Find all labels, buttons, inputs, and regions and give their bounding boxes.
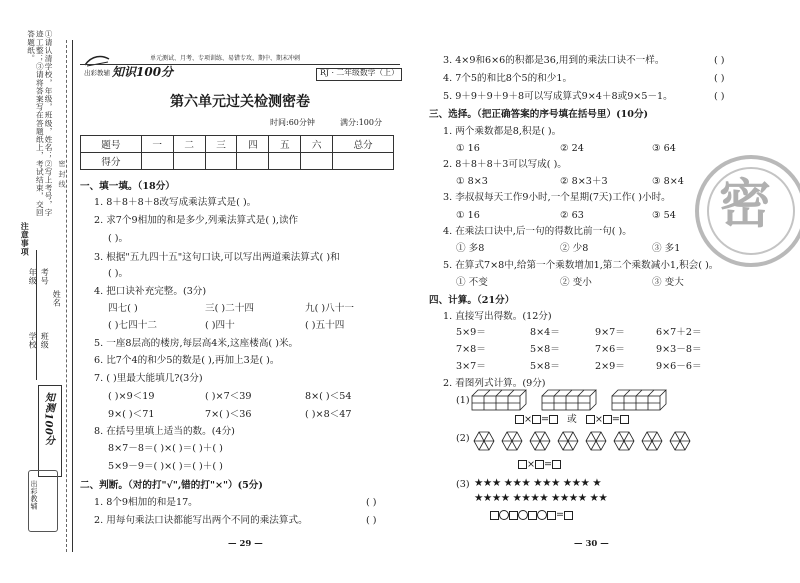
choice-2-text: 2. 8＋8＋8＋3可以写成( )。	[443, 159, 567, 170]
fig-1-label: (1)	[456, 395, 470, 406]
judge-3-text: 3. 4×9和6×6的积都是36,用到的乘法口诀不一样。	[443, 55, 665, 66]
publisher-label: 出彩教辅	[84, 69, 110, 77]
calc-item: 5×9＝	[456, 327, 486, 338]
or-label: 或	[567, 414, 577, 425]
choice-4-opt[interactable]: ① 多8	[456, 243, 485, 254]
hexagon-figure	[470, 428, 700, 454]
stars-row-1: ★★★ ★★★ ★★★ ★★★ ★	[474, 477, 602, 489]
field-grade-label: 年级	[28, 268, 38, 285]
calc-item: 5×8＝	[530, 344, 560, 355]
q4-item: ( )四十	[205, 320, 235, 331]
choice-1-text: 1. 两个乘数都是8,积是( )。	[443, 126, 562, 137]
q4-item: 九( )八十一	[305, 303, 354, 314]
fig-3-label: (3)	[456, 479, 470, 490]
q8-item: 5×9－9＝( )×( )＝( )＋( )	[108, 461, 223, 472]
judge-1-text: 1. 8个9相加的和是17。	[94, 497, 198, 508]
choice-3-opt[interactable]: ② 63	[560, 210, 584, 221]
section-3-title: 三、选择。（把正确答案的序号填在括号里）(10分)	[429, 109, 649, 120]
choice-1-opt[interactable]: ① 16	[456, 143, 480, 154]
answer-box[interactable]	[490, 511, 499, 520]
confidential-stamp	[695, 155, 800, 267]
q3-text-cont: ( )。	[108, 268, 129, 279]
cube-group-figure	[470, 388, 670, 412]
section-2-title: 二、判断。（对的打"√",错的打"×"）(5分)	[80, 480, 263, 491]
seal-line-text: 密 封 线	[58, 160, 67, 188]
score-cell: 总分	[333, 136, 394, 153]
answer-box[interactable]	[535, 460, 544, 469]
calc-1-text: 1. 直接写出得数。(12分)	[443, 311, 552, 322]
calc-item: 2×9＝	[595, 361, 625, 372]
q4-item: 四七( )	[108, 303, 138, 314]
operator-circle[interactable]	[499, 510, 509, 520]
calc-item: 5×8＝	[530, 361, 560, 372]
choice-5-text: 5. 在算式7×8中,给第一个乘数增加1,第二个乘数减小1,积会( )。	[443, 260, 719, 271]
judge-4-answer[interactable]: ( )	[714, 73, 725, 84]
calc-item: 7×6＝	[595, 344, 625, 355]
score-input-cell[interactable]	[237, 153, 269, 170]
answer-box[interactable]	[509, 511, 518, 520]
calc-item: 9×6－6＝	[656, 361, 702, 372]
q7-item: ( )×9＜19	[108, 391, 155, 402]
judge-2-answer[interactable]: ( )	[366, 515, 377, 526]
calc-item: 9×7＝	[595, 327, 625, 338]
answer-box[interactable]	[620, 415, 629, 424]
q4-text: 4. 把口诀补充完整。(3分)	[94, 286, 207, 297]
choice-4-text: 4. 在乘法口诀中,后一句的得数比前一句( )。	[443, 226, 632, 237]
calc-item: 9×3－8＝	[656, 344, 702, 355]
q4-item: 三( )二十四	[205, 303, 254, 314]
answer-box[interactable]	[518, 460, 527, 469]
page-number-left: — 29 —	[228, 539, 263, 549]
q7-item: 7×( )＜36	[205, 409, 252, 420]
calc-item: 3×7＝	[456, 361, 486, 372]
calc-2-text: 2. 看图列式计算。(9分)	[443, 378, 546, 389]
choice-1-opt[interactable]: ② 24	[560, 143, 584, 154]
q2-text-cont: ( )。	[108, 233, 129, 244]
judge-1-answer[interactable]: ( )	[366, 497, 377, 508]
fig-2-label: (2)	[456, 433, 470, 444]
answer-box[interactable]	[549, 415, 558, 424]
score-input-cell[interactable]	[269, 153, 301, 170]
calc-item: 7×8＝	[456, 344, 486, 355]
answer-box[interactable]	[528, 511, 537, 520]
field-class-label: 班级	[40, 332, 50, 349]
judge-2-text: 2. 用每句乘法口诀都能写出两个不同的乘法算式。	[94, 515, 308, 526]
score-cell: 二	[173, 136, 205, 153]
answer-box[interactable]	[586, 415, 595, 424]
q3-text: 3. 根据"五九四十五"这句口诀,可以写出两道乘法算式( )和	[94, 252, 340, 263]
choice-2-opt[interactable]: ② 8×3＋3	[560, 176, 608, 187]
choice-2-opt[interactable]: ③ 8×4	[652, 176, 684, 187]
answer-box[interactable]	[532, 415, 541, 424]
binding-notice: ①请认清学校，年级，班级，姓名；②写上考号，字迹工整；③请将答案写在答题纸上，考试结束，交回答题纸。	[26, 30, 53, 217]
choice-4-opt[interactable]: ② 少8	[560, 243, 589, 254]
brand-title: 知识100分	[112, 65, 174, 79]
choice-5-opt[interactable]: ① 不变	[456, 277, 488, 288]
page-title: 第六单元过关检测密卷	[170, 94, 310, 110]
q7-item: ( )×8＜47	[305, 409, 352, 420]
score-input-cell[interactable]	[205, 153, 237, 170]
score-input-cell[interactable]	[301, 153, 333, 170]
score-cell: 六	[301, 136, 333, 153]
choice-1-opt[interactable]: ③ 64	[652, 143, 676, 154]
score-table-header	[81, 136, 394, 153]
judge-5-answer[interactable]: ( )	[714, 91, 725, 102]
score-table-row	[81, 153, 394, 170]
grade-tag-text: RJ · 二年级数学（上）	[320, 68, 399, 77]
choice-4-opt[interactable]: ③ 多1	[652, 243, 681, 254]
field-name-label: 姓名	[52, 290, 62, 307]
field-school-label: 学校	[28, 332, 38, 349]
q1-text: 1. 8＋8＋8＋8改写成乘法算式是( )。	[94, 197, 257, 208]
judge-5-text: 5. 9＋9＋9＋9＋8可以写成算式9×4＋8或9×5－1。	[443, 91, 673, 102]
score-input-cell[interactable]	[141, 153, 173, 170]
judge-3-answer[interactable]: ( )	[714, 55, 725, 66]
q6-text: 6. 比7个4的和少5的数是( ),再加上3是( )。	[94, 355, 280, 366]
score-cell: 一	[141, 136, 173, 153]
choice-5-opt[interactable]: ③ 变大	[652, 277, 684, 288]
operator-circle[interactable]	[537, 510, 547, 520]
score-input-cell[interactable]	[173, 153, 205, 170]
answer-box[interactable]	[603, 415, 612, 424]
q8-item: 8×7－8＝( )×( )＝( )＋( )	[108, 443, 223, 454]
binding-logo-icon	[28, 470, 58, 532]
score-cell: 三	[205, 136, 237, 153]
choice-5-opt[interactable]: ② 变小	[560, 277, 592, 288]
score-cell: 五	[269, 136, 301, 153]
section-4-title: 四、计算。（21分）	[429, 295, 515, 306]
stamp-character: 密	[719, 175, 772, 235]
choice-3-opt[interactable]: ① 16	[456, 210, 480, 221]
answer-box[interactable]	[515, 415, 524, 424]
operator-circle[interactable]	[518, 510, 528, 520]
q2-text: 2. 求7个9相加的和是多少,列乘法算式是( ),读作	[94, 215, 299, 226]
score-input-cell[interactable]	[333, 153, 394, 170]
q5-text: 5. 一座8层高的楼房,每层高4米,这座楼高( )米。	[94, 338, 299, 349]
answer-box[interactable]	[547, 511, 556, 520]
q4-item: ( )七四十二	[108, 320, 157, 331]
choice-3-text: 3. 李叔叔每天工作9小时,一个星期(7天)工作( )小时。	[443, 192, 671, 203]
score-row-label: 得分	[81, 153, 142, 170]
fig-1-answer[interactable]: × = 或 × =	[515, 415, 629, 425]
field-num-label: 考号	[40, 268, 50, 285]
field-line	[36, 250, 37, 380]
fig-3-answer[interactable]: =	[490, 510, 573, 520]
score-table	[80, 135, 394, 170]
score-cell: 题号	[81, 136, 142, 153]
page-number-right: — 30 —	[574, 539, 609, 549]
stars-row-2: ★★★★ ★★★★ ★★★★ ★★	[474, 492, 608, 504]
binding-publisher: 出彩教辅	[30, 480, 39, 510]
calc-item: 8×4＝	[530, 327, 560, 338]
section-1-title: 一、填一填。（18分）	[80, 181, 175, 192]
binding-line-inner	[66, 40, 67, 552]
score-cell: 四	[237, 136, 269, 153]
q7-text: 7. ( )里最大能填几?(3分)	[94, 373, 203, 384]
fig-2-answer[interactable]: × =	[518, 460, 561, 470]
header-rule	[80, 64, 400, 65]
q7-item: 9×( )＜71	[108, 409, 155, 420]
exam-score: 满分:100分	[340, 118, 382, 127]
binding-brand: 知测100分	[42, 392, 54, 446]
exam-time: 时间:60分钟	[270, 118, 315, 127]
binding-notice-title: 注意事项	[20, 222, 31, 256]
binding-line	[72, 40, 73, 552]
answer-box[interactable]	[564, 511, 573, 520]
q7-item: ( )×7＜39	[205, 391, 252, 402]
header-slogan: 单元测试、月考、专项训练、易错专攻、期中、期末冲刺	[150, 55, 301, 62]
judge-4-text: 4. 7个5的和比8个5的和少1。	[443, 73, 573, 84]
q7-item: 8×( )＜54	[305, 391, 352, 402]
choice-2-opt[interactable]: ① 8×3	[456, 176, 488, 187]
calc-item: 6×7＋2＝	[656, 327, 702, 338]
q4-item: ( )五十四	[305, 320, 345, 331]
choice-3-opt[interactable]: ③ 54	[652, 210, 676, 221]
q8-text: 8. 在括号里填上适当的数。(4分)	[94, 426, 235, 437]
answer-box[interactable]	[552, 460, 561, 469]
